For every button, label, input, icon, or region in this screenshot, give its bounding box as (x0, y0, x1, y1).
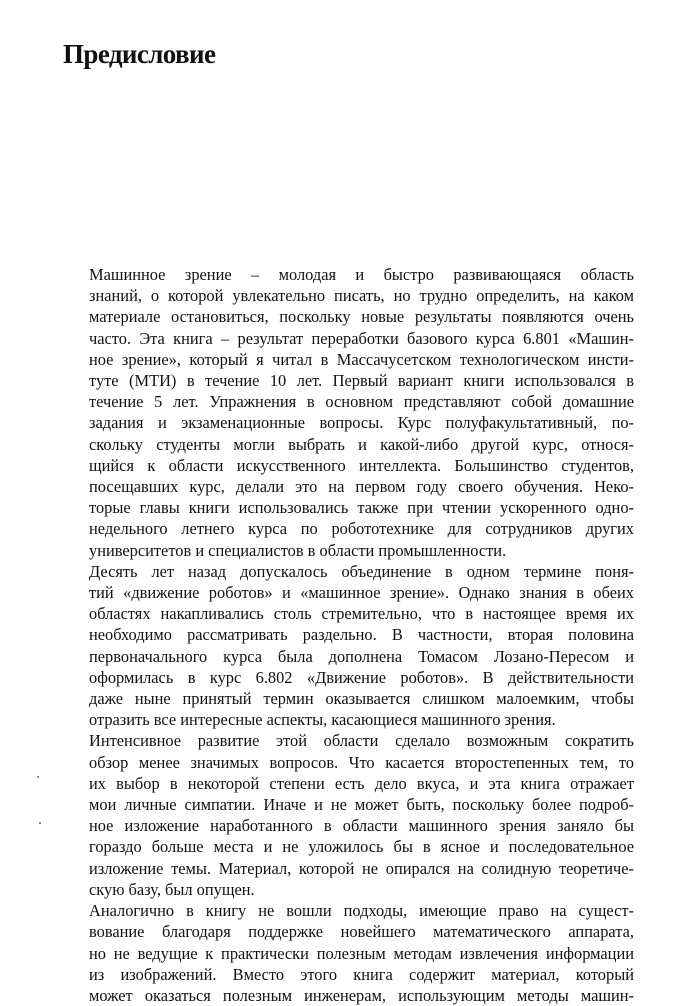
scan-speck (39, 822, 41, 824)
text-line: знаний, о которой увлекательно писать, но трудно определить, на каком (89, 286, 634, 306)
text-line: но не ведущие к практически полезным методам извлечения информации (89, 943, 634, 963)
text-line: даже ныне принятый термин оказывается слишком малоемким, чтобы (89, 689, 634, 709)
text-line: Аналогично в книгу не вошли подходы, имеющие право на сущест- (89, 901, 634, 921)
text-line: материале остановиться, поскольку новые результаты появляются очень (89, 307, 634, 327)
text-line: посещавших курс, делали это на первом году своего обучения. Неко- (89, 477, 634, 497)
text-line: ное зрение», который я читал в Массачусетском технологическом инсти- (89, 349, 634, 369)
text-line: торые главы книги использовались также при чтении ускоренного одно- (89, 498, 634, 518)
text-line: оформилась в курс 6.802 «Движение роботов». В действительности (89, 667, 634, 687)
text-line: скольку студенты могли выбрать и какой-либо другой курс, относя- (89, 434, 634, 454)
paragraph-1 (59, 264, 634, 561)
text-line: гораздо больше места и не уложилось бы в ясное и последовательное (89, 837, 634, 857)
text-line: изложение темы. Материал, которой не опирался на солидную теоретиче- (89, 858, 634, 878)
text-line: мои личные симпатии. Иначе и не может быть, поскольку более подроб- (89, 795, 634, 815)
text-line: вование благодаря поддержке новейшего математического аппарата, (89, 922, 634, 942)
text-line: их выбор в некоторой степени есть дело вкуса, и эта книга отражает (89, 773, 634, 793)
preface-body (59, 264, 634, 1006)
paragraph-2 (59, 561, 634, 731)
text-line: необходимо рассматривать раздельно. В частности, вторая половина (89, 625, 634, 645)
text-line: университетов и специалистов в области промышленности. (89, 540, 507, 560)
text-line: туте (МТИ) в течение 10 лет. Первый вариант книги использовался в (89, 371, 634, 391)
text-line: скую базу, был опущен. (89, 879, 255, 899)
text-line: может оказаться полезным инженерам, использующим методы машин- (89, 985, 634, 1005)
text-line: часто. Эта книга – результат переработки базового курса 6.801 «Машин- (89, 328, 634, 348)
text-line: областях накапливались столь стремительно, что в настоящее время их (89, 604, 634, 624)
text-line: Машинное зрение – молодая и быстро развивающаяся область (89, 265, 634, 284)
text-line: Десять лет назад допускалось объединение в одном термине поня- (89, 561, 634, 581)
text-line: задания и экзаменационные вопросы. Курс полуфакультативный, по- (89, 413, 634, 433)
text-line: ное изложение наработанного в области машинного зрения заняло бы (89, 816, 634, 836)
page-title: Предисловие (63, 39, 216, 69)
text-line: отразить все интересные аспекты, касающиеся машинного зрения. (89, 710, 556, 730)
text-line: течение 5 лет. Упражнения в основном представляют собой домашние (89, 392, 634, 412)
text-line: первоначального курса была дополнена Томасом Лозано-Пересом и (89, 646, 634, 666)
paragraph-3 (59, 730, 634, 900)
paragraph-4 (59, 900, 634, 1006)
text-line: щийся к области искусственного интеллекта. Большинство студентов, (89, 455, 634, 475)
text-line: из изображений. Вместо этого книга содержит материал, который (89, 964, 634, 984)
text-line: недельного летнего курса по робототехнике для сотрудников других (89, 519, 634, 539)
scan-speck (37, 776, 39, 778)
text-line: обзор менее значимых вопросов. Что касается второстепенных тем, то (89, 752, 634, 772)
text-line: Интенсивное развитие этой области сделало возможным сократить (89, 731, 634, 751)
text-line: тий «движение роботов» и «машинное зрение». Однако знания в обеих (89, 583, 634, 603)
